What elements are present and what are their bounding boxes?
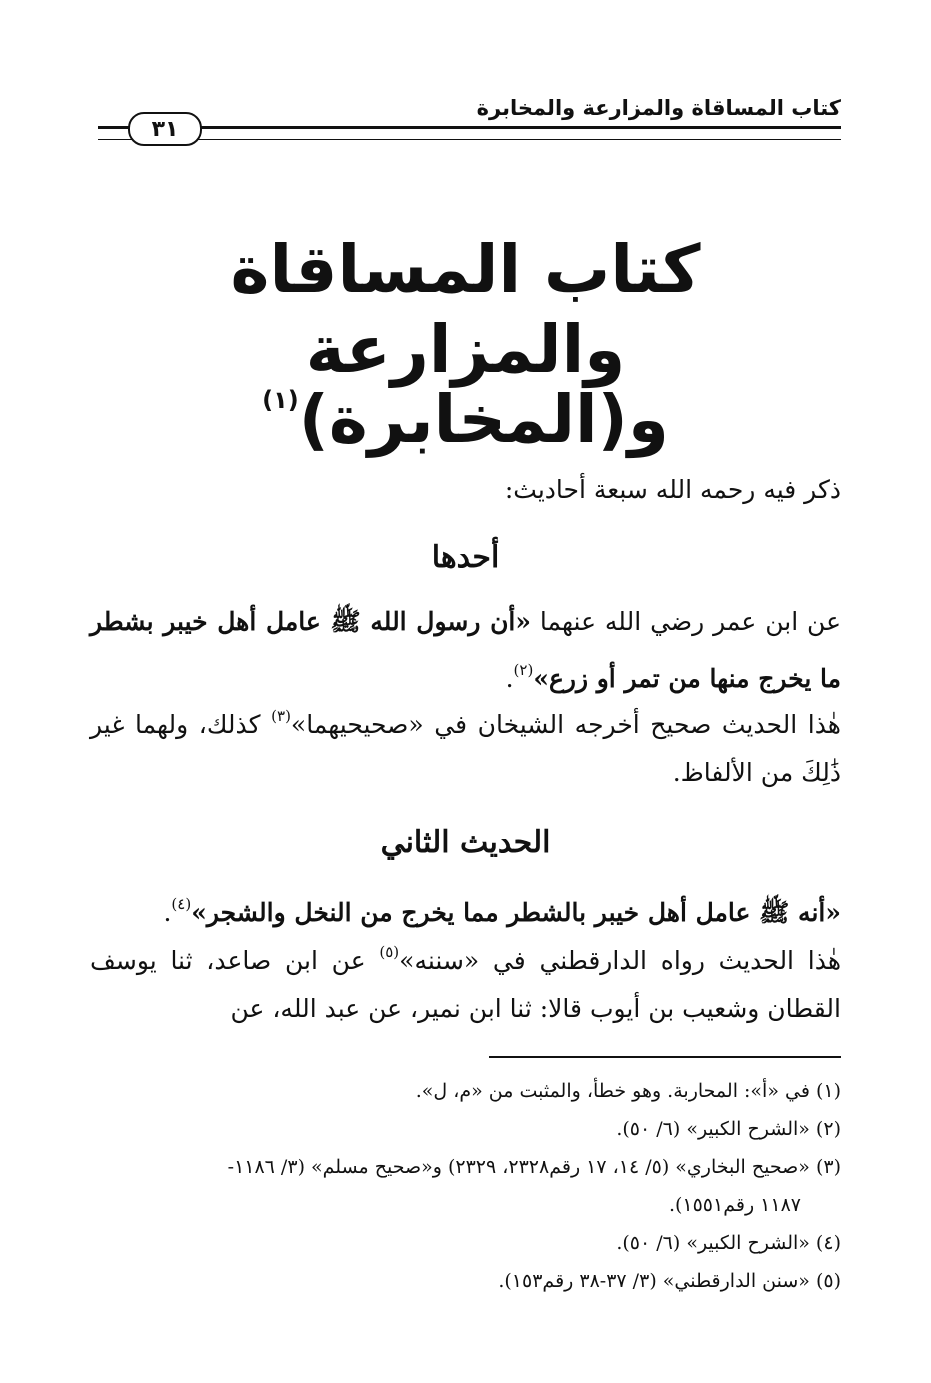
- book-title-line2-text: و(المخابرة): [298, 381, 669, 458]
- s1p2-footnote-ref: (٣): [271, 707, 291, 725]
- section2-paragraph2: [90, 928, 841, 1033]
- s1p2-text-b: كذلك، ولهما غير ذَٰلِكَ من الألفاظ.: [90, 710, 841, 787]
- running-title: كتاب المساقاة والمزارعة والمخابرة: [476, 96, 841, 120]
- s2p2-text-b: عن ابن صاعد، ثنا يوسف القطان وشعيب بن أيوب قالا: ثنا ابن نمير، عن عبد الله، عن: [90, 946, 841, 1023]
- section1-paragraph2: [90, 692, 841, 797]
- footnote-4: (٤) «الشرح الكبير» (٦/ ٥٠).: [616, 1232, 841, 1254]
- footnotes: [90, 1072, 841, 1300]
- section1-paragraph1: [90, 598, 841, 703]
- footnote-3-continued: ١١٨٧ رقم١٥٥١).: [668, 1194, 801, 1216]
- s2p1-footnote-ref: (٤): [171, 895, 192, 913]
- s1p2-text-a: هٰذا الحديث صحيح أخرجه الشيخان في «صحيحيهما»: [290, 710, 841, 739]
- intro-paragraph: ذكر فيه رحمه الله سبعة أحاديث:: [504, 475, 841, 504]
- s1p1-footnote-ref: (٢): [513, 661, 534, 679]
- book-title-line1: كتاب المساقاة والمزارعة: [230, 231, 701, 388]
- page-number: ٣١: [128, 112, 202, 146]
- s1p1-quote: «أن رسول الله ﷺ عامل أهل خيبر بشطر ما يخرج منها من تمر أو زرع»: [90, 607, 841, 693]
- book-title-line2: [100, 360, 831, 460]
- s2p2-text-a: هٰذا الحديث رواه الدارقطني في «سننه»: [399, 946, 841, 975]
- section1-heading: أحدها: [431, 540, 500, 575]
- s2p2-footnote-ref: (٥): [379, 943, 400, 961]
- footnote-5: (٥) «سنن الدارقطني» (٣/ ٣٧-٣٨ رقم١٥٣).: [498, 1270, 841, 1292]
- s2p1-quote: «أنه ﷺ عامل أهل خيبر بالشطر مما يخرج من النخل والشجر»: [191, 898, 841, 927]
- s2p1-end: .: [163, 898, 172, 927]
- s1p1-end: .: [505, 664, 514, 693]
- section2-heading: الحديث الثاني: [380, 825, 551, 860]
- footnote-3: (٣) «صحيح البخاري» (٥/ ١٤، ١٧ رقم٢٣٢٨، ٢٣٢٩) و«صحيح مسلم» (٣/ ١١٨٦-: [227, 1156, 841, 1178]
- title-footnote-mark: (١): [262, 386, 299, 414]
- s1p1-text: عن ابن عمر رضي الله عنهما: [531, 607, 841, 636]
- footnote-rule: [489, 1056, 841, 1058]
- footnote-1: (١) في «أ»: المحاربة. وهو خطأ، والمثبت من «م، ل».: [415, 1080, 841, 1102]
- header-rule: [98, 126, 841, 140]
- footnote-2: (٢) «الشرح الكبير» (٦/ ٥٠).: [616, 1118, 841, 1140]
